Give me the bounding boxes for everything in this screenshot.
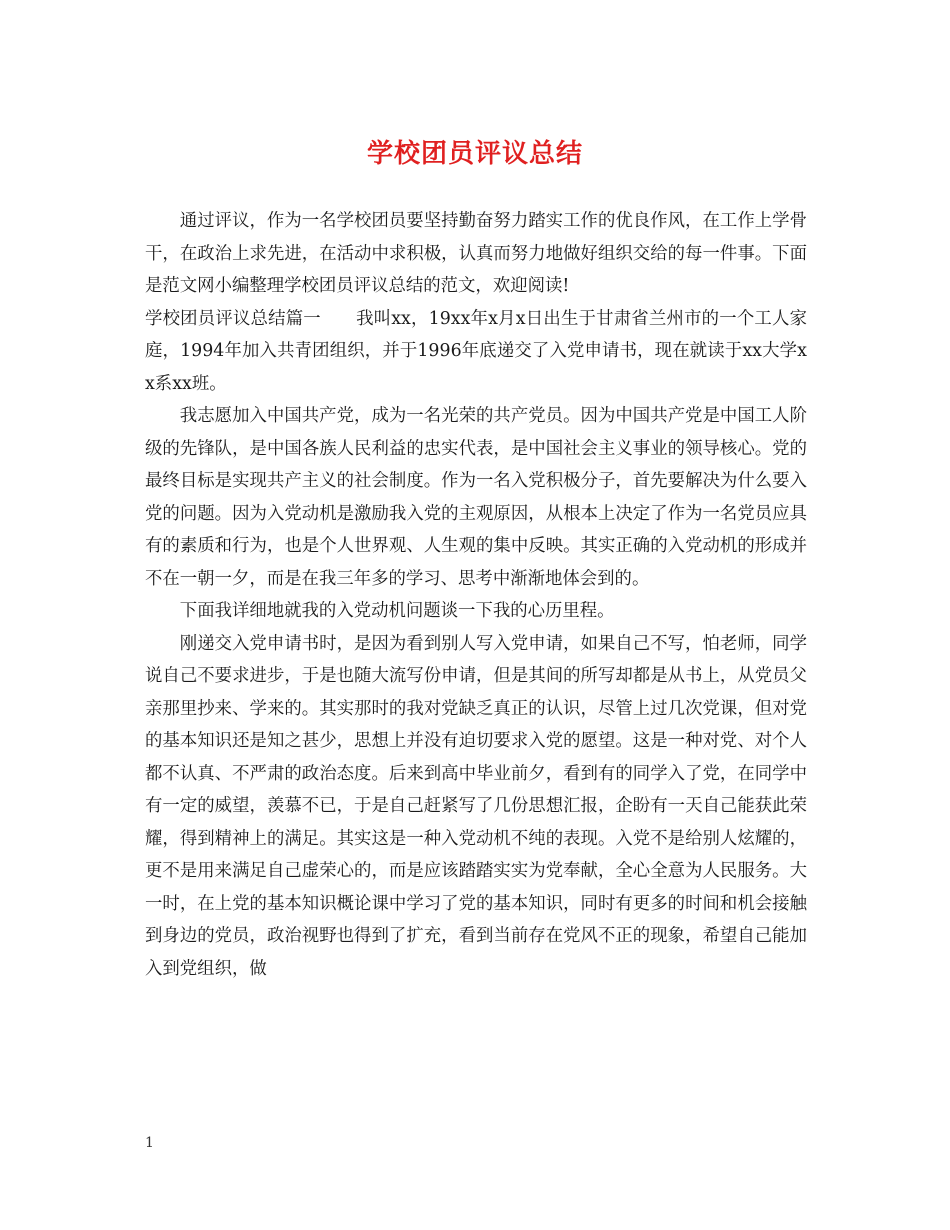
paragraph-motivation: 我志愿加入中国共产党，成为一名光荣的共产党员。因为中国共产党是中国工人阶级的先锋队，是中国各族人民利益的忠实代表，是中国社会主义事业的领导核心。党的最终目标是实现共产主义的社会制度。作为一名入党积极分子，首先要解决为什么要入党的问题。因为入党动机是激励我入党的主观原因，从根本上决定了作为一名党员应具有的素质和行为，也是个人世界观、人生观的集中反映。其实正确的入党动机的形成并不在一朝一夕，而是在我三年多的学习、思考中渐渐地体会到的。	[145, 406, 807, 589]
page-number: 1	[145, 1135, 154, 1151]
document-body	[145, 205, 807, 985]
paragraph-transition: 下面我详细地就我的入党动机问题谈一下我的心历里程。	[179, 601, 615, 621]
paragraph-history: 刚递交入党申请书时，是因为看到别人写入党申请，如果自己不写，怕老师，同学说自己不要求进步，于是也随大流写份申请，但是其间的所写却都是从书上，从党员父亲那里抄来、学来的。其实那时的我对党缺乏真正的认识，尽管上过几次党课，但对党的基本知识还是知之甚少，思想上并没有迫切要求入党的愿望。这是一种对党、对个人都不认真、不严肃的政治态度。后来到高中毕业前夕，看到有的同学入了党，在同学中有一定的威望，羡慕不已，于是自己赶紧写了几份思想汇报，企盼有一天自己能获此荣耀，得到精神上的满足。其实这是一种入党动机不纯的表现。入党不是给别人炫耀的，更不是用来满足自己虚荣心的，而是应该踏踏实实为党奉献，全心全意为人民服务。大一时，在上党的基本知识概论课中学习了党的基本知识，同时有更多的时间和机会接触到身边的党员，政治视野也得到了扩充，看到当前存在党风不正的现象，希望自己能加入到党组织，做	[145, 633, 807, 979]
document-title: 学校团员评议总结	[366, 139, 583, 169]
paragraph-section-one: 学校团员评议总结篇一 我叫xx，19xx年x月x日出生于甘肃省兰州市的一个工人家庭，1994年加入共青团组织，并于1996年底递交了入党申请书，现在就读于xx大学xx系xx班。	[145, 308, 807, 394]
paragraph-intro: 通过评议，作为一名学校团员要坚持勤奋努力踏实工作的优良作风，在工作上学骨干，在政治上求先进，在活动中求积极，认真而努力地做好组织交给的每一件事。下面是范文网小编整理学校团员评议总结的范文，欢迎阅读!	[145, 211, 807, 296]
